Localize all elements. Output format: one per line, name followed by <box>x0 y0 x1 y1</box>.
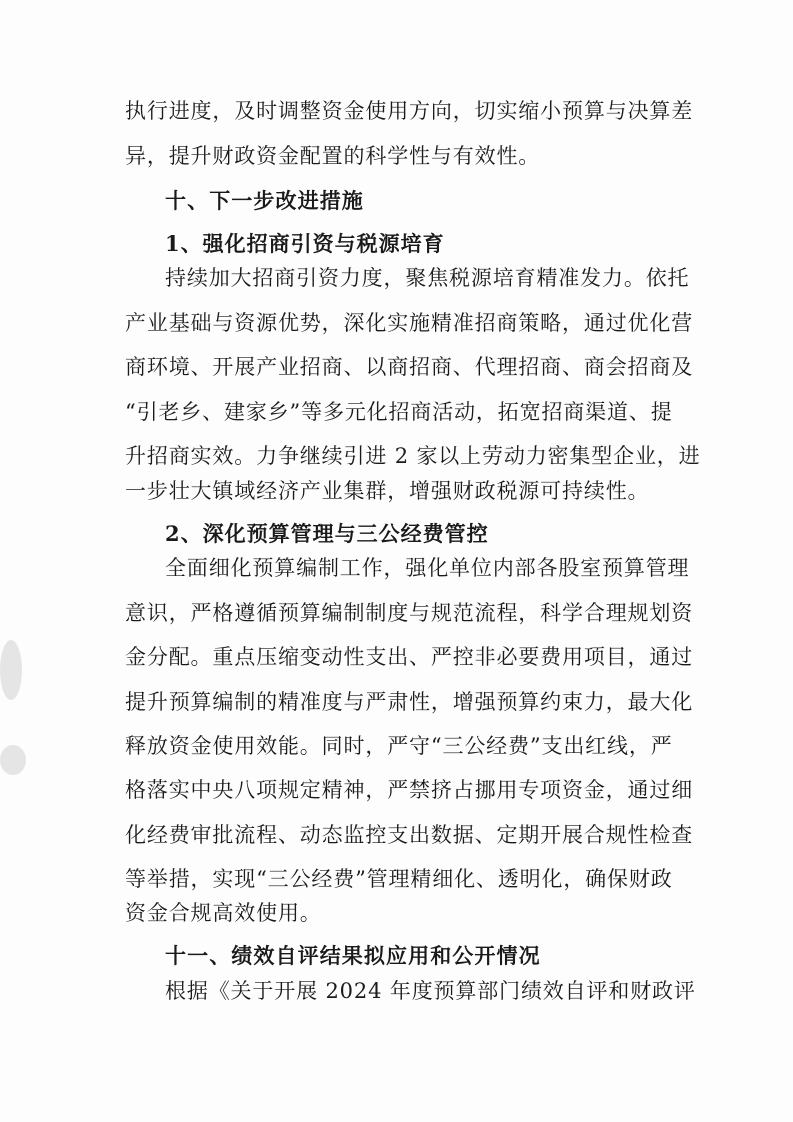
body-text-line: 升招商实效。力争继续引进 2 家以上劳动力密集型企业，进 <box>125 444 701 468</box>
body-text-line: 一步壮大镇域经济产业集群，增强财政税源可持续性。 <box>125 479 650 503</box>
section-heading: 十、下一步改进措施 <box>165 189 364 213</box>
body-text-line: 持续加大招商引资力度，聚焦税源培育精准发力。依托 <box>165 266 690 290</box>
body-text-line: 资金合规高效使用。 <box>125 901 322 925</box>
body-text-line: 执行进度，及时调整资金使用方向，切实缩小预算与决算差 <box>125 99 694 123</box>
body-text-line: 产业基础与资源优势，深化实施精准招商策略，通过优化营 <box>125 311 694 335</box>
section-heading: 十一、绩效自评结果拟应用和公开情况 <box>165 944 541 968</box>
body-text-line: 意识，严格遵循预算编制制度与规范流程，科学合理规划资 <box>125 601 694 625</box>
body-text-line: 根据《关于开展 2024 年度预算部门绩效自评和财政评 <box>165 979 696 1003</box>
scan-smudge <box>0 745 26 775</box>
body-text-line: 格落实中央八项规定精神，严禁挤占挪用专项资金，通过细 <box>125 778 694 802</box>
body-text-line: 释放资金使用效能。同时，严守“三公经费”支出红线，严 <box>125 734 673 758</box>
subsection-heading: 1、强化招商引资与税源培育 <box>165 231 445 256</box>
body-text-line: 提升预算编制的精准度与严肃性，增强预算约束力，最大化 <box>125 690 694 714</box>
subsection-heading: 2、深化预算管理与三公经费管控 <box>165 521 489 546</box>
body-text-line: 异，提升财政资金配置的科学性与有效性。 <box>125 144 541 168</box>
scan-smudge <box>0 640 22 700</box>
body-text-line: “引老乡、建家乡”等多元化招商活动，拓宽招商渠道、提 <box>125 400 673 424</box>
body-text-line: 等举措，实现“三公经费”管理精细化、透明化，确保财政 <box>125 867 673 891</box>
body-text-line: 全面细化预算编制工作，强化单位内部各股室预算管理 <box>165 556 690 580</box>
body-text-line: 商环境、开展产业招商、以商招商、代理招商、商会招商及 <box>125 355 694 379</box>
body-text-line: 化经费审批流程、动态监控支出数据、定期开展合规性检查 <box>125 823 694 847</box>
body-text-line: 金分配。重点压缩变动性支出、严控非必要费用项目，通过 <box>125 645 694 669</box>
